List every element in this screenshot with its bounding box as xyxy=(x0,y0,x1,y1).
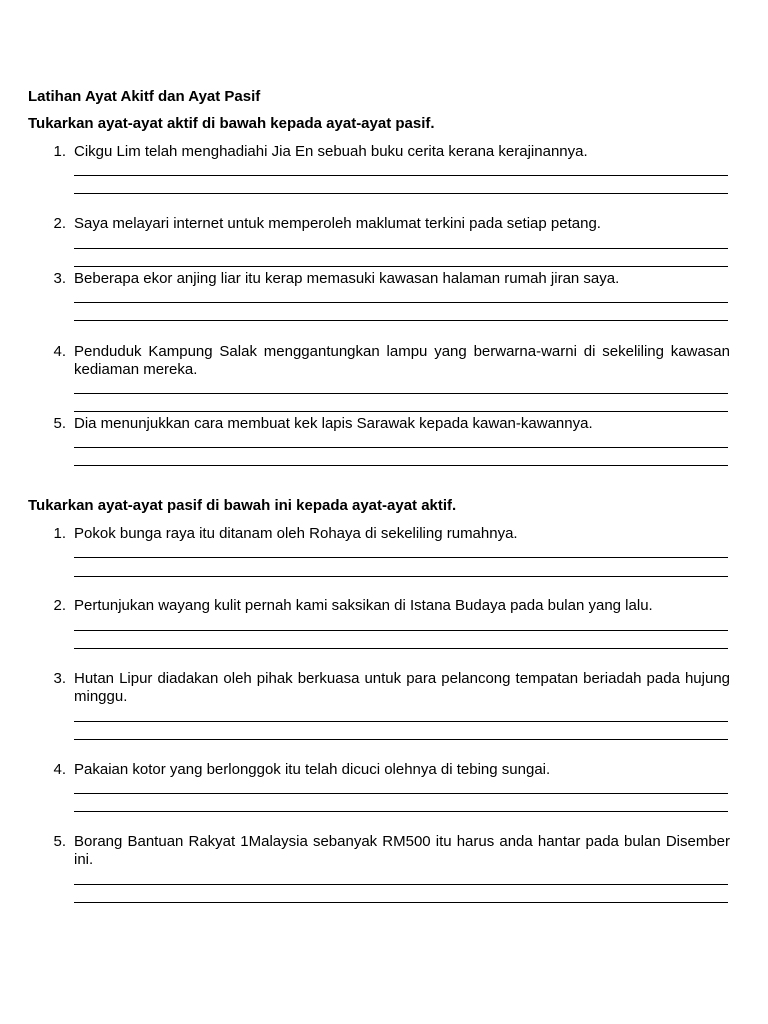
section-b-instruction: Tukarkan ayat-ayat pasif di bawah ini kepada ayat-ayat aktif. xyxy=(28,497,457,514)
question-text: Hutan Lipur diadakan oleh pihak berkuasa untuk para pelancong tempatan beriadah pada hujung minggu. xyxy=(74,670,730,705)
answer-line[interactable] xyxy=(74,793,728,794)
question-number: 5. xyxy=(53,833,66,850)
answer-line[interactable] xyxy=(74,393,728,394)
answer-line[interactable] xyxy=(74,266,728,267)
answer-line[interactable] xyxy=(74,648,728,649)
question-text: Dia menunjukkan cara membuat kek lapis Sarawak kepada kawan-kawannya. xyxy=(74,415,593,432)
question-text: Borang Bantuan Rakyat 1Malaysia sebanyak RM500 itu harus anda hantar pada bulan Disember ini. xyxy=(74,833,730,868)
question-number: 2. xyxy=(53,597,66,614)
answer-line[interactable] xyxy=(74,811,728,812)
question-number: 2. xyxy=(53,215,66,232)
section-a-instruction: Tukarkan ayat-ayat aktif di bawah kepada ayat-ayat pasif. xyxy=(28,115,435,132)
answer-line[interactable] xyxy=(74,630,728,631)
answer-line[interactable] xyxy=(74,320,728,321)
answer-line[interactable] xyxy=(74,557,728,558)
question-text: Cikgu Lim telah menghadiahi Jia En sebuah buku cerita kerana kerajinannya. xyxy=(74,143,588,160)
question-text: Pakaian kotor yang berlonggok itu telah dicuci olehnya di tebing sungai. xyxy=(74,761,551,778)
question-number: 1. xyxy=(53,525,66,542)
answer-line[interactable] xyxy=(74,739,728,740)
question-number: 1. xyxy=(53,143,66,160)
answer-line[interactable] xyxy=(74,175,728,176)
answer-line[interactable] xyxy=(74,447,728,448)
question-text: Beberapa ekor anjing liar itu kerap memasuki kawasan halaman rumah jiran saya. xyxy=(74,270,620,287)
answer-line[interactable] xyxy=(74,465,728,466)
answer-line[interactable] xyxy=(74,902,728,903)
question-number: 3. xyxy=(53,270,66,287)
answer-line[interactable] xyxy=(74,411,728,412)
question-number: 4. xyxy=(53,343,66,360)
question-text: Pertunjukan wayang kulit pernah kami saksikan di Istana Budaya pada bulan yang lalu. xyxy=(74,597,653,614)
answer-line[interactable] xyxy=(74,248,728,249)
answer-line[interactable] xyxy=(74,193,728,194)
question-text: Pokok bunga raya itu ditanam oleh Rohaya di sekeliling rumahnya. xyxy=(74,525,518,542)
worksheet-title: Latihan Ayat Akitf dan Ayat Pasif xyxy=(28,88,261,105)
question-number: 5. xyxy=(53,415,66,432)
question-number: 4. xyxy=(53,761,66,778)
question-text: Penduduk Kampung Salak menggantungkan lampu yang berwarna-warni di sekeliling kawasan kediaman mereka. xyxy=(74,343,730,378)
answer-line[interactable] xyxy=(74,884,728,885)
question-text: Saya melayari internet untuk memperoleh maklumat terkini pada setiap petang. xyxy=(74,215,601,232)
answer-line[interactable] xyxy=(74,302,728,303)
answer-line[interactable] xyxy=(74,721,728,722)
answer-line[interactable] xyxy=(74,576,728,577)
question-number: 3. xyxy=(53,670,66,687)
